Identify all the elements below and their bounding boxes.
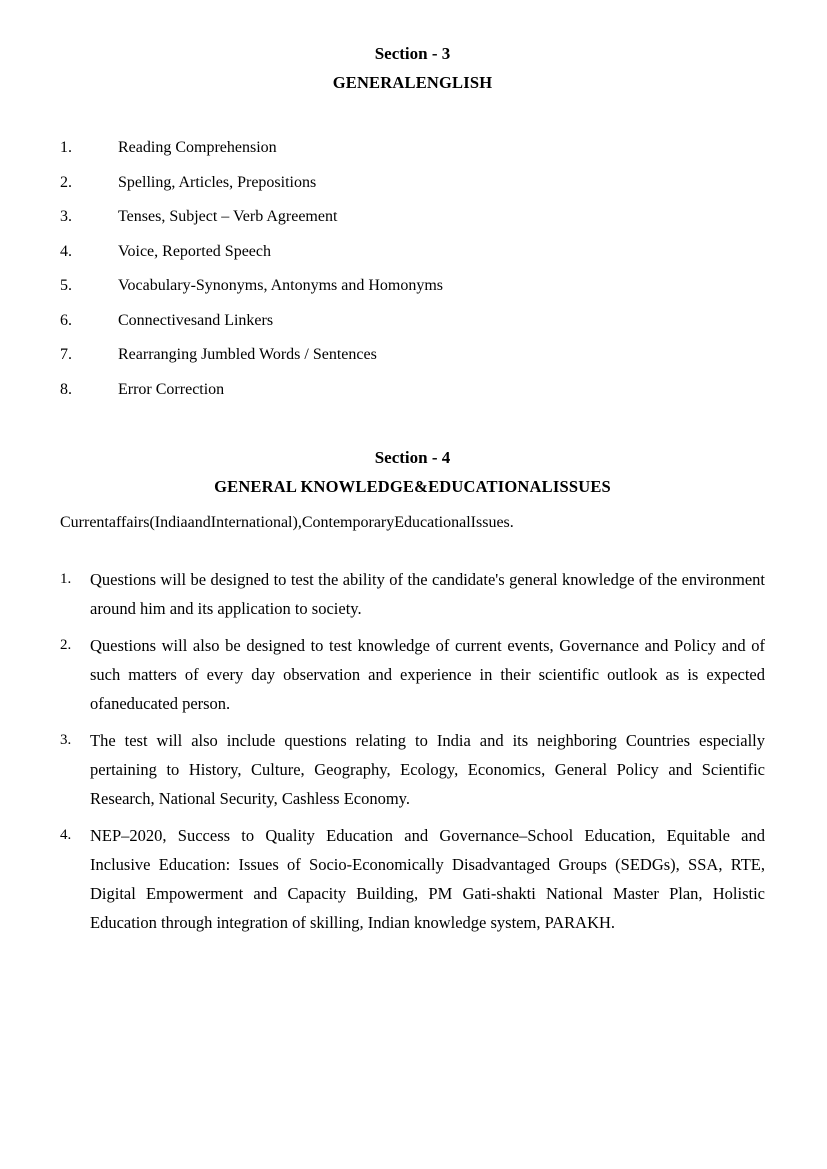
item-number: 1. (60, 570, 72, 587)
item-text: NEP–2020, Success to Quality Education and Governance–School Education, Equitable and Inclusive Education: Issues of Socio-Economically Disadvantaged Groups (SEDGs), SSA, RTE, Digital Empowerment and Capacity Building, PM Gati-shakti National Master Plan, Holistic Education through integration of skilling, Indian knowledge system, PARAKH. (90, 825, 765, 932)
item-number: 7. (60, 346, 72, 363)
item-number: 4. (60, 242, 72, 260)
item-text: Voice, Reported Speech (118, 242, 271, 260)
list-item (60, 276, 765, 296)
item-text: Questions will also be designed to test knowledge of current events, Governance and Policy and of such matters of every day observation and experience in their scientific outlook as is expected ofaneducated person. (90, 635, 765, 713)
item-text: Vocabulary-Synonyms, Antonyms and Homonyms (118, 277, 444, 294)
item-number: 8. (60, 380, 72, 398)
item-text: Spelling, Articles, Prepositions (118, 173, 317, 191)
item-text: The test will also include questions relating to India and its neighboring Countries especially pertaining to History, Culture, Geography, Ecology, Economics, General Policy and Scientific Research, National Security, Cashless Economy. (90, 730, 765, 808)
list-item (60, 726, 765, 813)
list-item (60, 631, 765, 718)
item-text: Questions will be designed to test the ability of the candidate's general knowledge of the environment around him and its application to society. (90, 569, 765, 618)
section4-title: Section - 4 (374, 447, 451, 467)
list-item (60, 345, 765, 365)
item-number: 2. (60, 636, 72, 653)
item-number: 3. (60, 731, 72, 748)
item-text: Connectivesand Linkers (118, 311, 274, 329)
item-text: Error Correction (118, 380, 225, 398)
item-text: Tenses, Subject – Verb Agreement (118, 208, 338, 225)
item-number: 5. (60, 277, 72, 294)
list-item (60, 565, 765, 623)
section4-subtitle: GENERAL KNOWLEDGE&EDUCATIONALISSUES (214, 476, 611, 496)
section4-list (60, 565, 765, 937)
item-number: 6. (60, 311, 72, 329)
section3-title: Section - 3 (374, 44, 451, 63)
item-number: 4. (60, 826, 72, 843)
item-number: 1. (60, 139, 72, 156)
list-item (60, 242, 765, 262)
list-item (60, 173, 765, 193)
list-item (60, 311, 765, 331)
section3-list (60, 138, 765, 400)
item-text: Rearranging Jumbled Words / Sentences (118, 346, 377, 363)
list-item (60, 207, 765, 227)
list-item (60, 138, 765, 158)
section4-header (60, 448, 765, 497)
list-item (60, 380, 765, 400)
item-text: Reading Comprehension (118, 139, 277, 156)
item-number: 3. (60, 208, 72, 225)
item-number: 2. (60, 173, 72, 191)
section4-intro: Currentaffairs(IndiaandInternational),ContemporaryEducationalIssues. (60, 513, 514, 531)
list-item (60, 821, 765, 937)
section3-subtitle: GENERALENGLISH (332, 73, 493, 92)
